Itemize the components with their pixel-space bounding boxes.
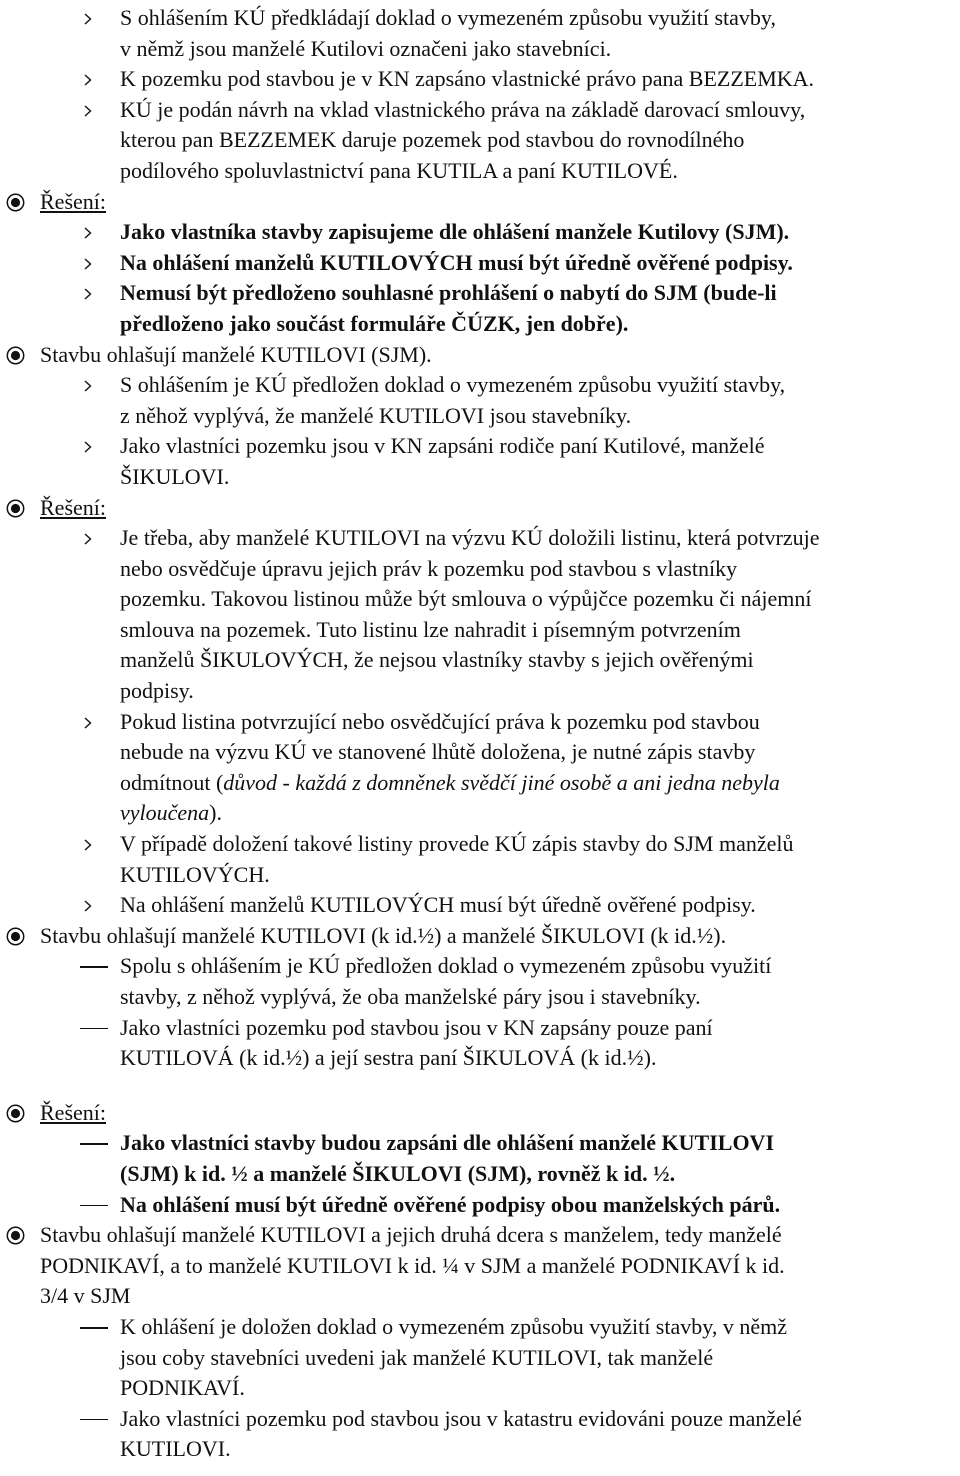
chevron-bullet-icon [84, 248, 94, 279]
chevron-bullet-icon [84, 707, 94, 738]
text-span: Jako vlastníci pozemku pod stavbou jsou v katastru evidováni pouze manželé [120, 1405, 802, 1431]
text-line [0, 768, 960, 799]
text-span: (SJM) k id. ½ a manželé ŠIKULOVI (SJM), rovněž k id. ½. [120, 1160, 676, 1186]
text-line [0, 584, 960, 615]
chevron-bullet-icon [84, 217, 94, 248]
text-span: nebude na výzvu KÚ ve stanovené lhůtě doložena, je nutné zápis stavby [120, 739, 756, 765]
document-body [0, 3, 960, 1465]
text-line [0, 34, 960, 65]
text-span: Stavbu ohlašují manželé KUTILOVI a jejich druhá dcera s manželem, tedy manželé [40, 1222, 782, 1248]
chevron-bullet-icon [84, 95, 94, 126]
chevron-bullet-icon [84, 278, 94, 309]
text-line [0, 1013, 960, 1044]
text-span: nebo osvědčuje úpravu jejich práv k pozemku pod stavbou s vlastníky [120, 555, 738, 581]
text-line [0, 493, 960, 524]
text-span: S ohlášením je KÚ předložen doklad o vymezeném způsobu využití stavby, [120, 372, 786, 398]
sub-item [0, 1128, 960, 1189]
section-heading: Řešení: [40, 494, 106, 520]
text-line [0, 860, 960, 891]
text-line [0, 829, 960, 860]
text-span: KÚ je podán návrh na vklad vlastnického práva na základě darovací smlouvy, [120, 96, 806, 122]
section-heading: Řešení: [40, 188, 106, 214]
chevron-bullet-icon [84, 829, 94, 860]
sub-item [0, 829, 960, 890]
sub-item [0, 431, 960, 492]
text-span: Jako vlastníci pozemku jsou v KN zapsáni rodiče paní Kutilové, manželé [120, 433, 765, 459]
text-span: jsou coby stavebníci uvedeni jak manželé KUTILOVI, tak manželé [120, 1344, 714, 1370]
text-span: předloženo jako součást formuláře ČÚZK, jen dobře). [120, 310, 629, 336]
text-line [0, 707, 960, 738]
sub-item [0, 1312, 960, 1404]
text-line [0, 645, 960, 676]
text-line [0, 982, 960, 1013]
sub-item [0, 707, 960, 829]
sub-item [0, 278, 960, 339]
text-span: smlouva na pozemek. Tuto listinu lze nahradit i písemným potvrzením [120, 616, 741, 642]
sub-item [0, 890, 960, 921]
text-span: Jako vlastníci stavby budou zapsáni dle ohlášení manželé KUTILOVI [120, 1130, 775, 1156]
text-span: PODNIKAVÍ, a to manželé KUTILOVI k id. ¼ v SJM a manželé PODNIKAVÍ k id. [40, 1252, 785, 1278]
dash-bullet-icon [80, 1190, 108, 1221]
text-span: podílového spoluvlastnictví pana KUTILA a paní KUTILOVÉ. [120, 157, 678, 183]
text-line [0, 156, 960, 187]
text-line [0, 462, 960, 493]
text-span: z něhož vyplývá, že manželé KUTILOVI jsou stavebníky. [120, 402, 632, 428]
text-span: podpisy. [120, 678, 194, 704]
text-span: Nemusí být předloženo souhlasné prohlášení o nabytí do SJM (bude-li [120, 280, 777, 306]
sub-item [0, 1190, 960, 1221]
text-line [0, 187, 960, 218]
text-span: S ohlášením KÚ předkládají doklad o vymezeném způsobu využití stavby, [120, 5, 776, 30]
text-line [0, 1343, 960, 1374]
text-span: kterou pan BEZZEMEK daruje pozemek pod stavbou do rovnodílného [120, 127, 745, 153]
radio-bullet-icon [6, 187, 26, 218]
text-line [0, 615, 960, 646]
text-span: odmítnout ( [120, 769, 224, 795]
sub-item [0, 370, 960, 431]
text-line [0, 890, 960, 921]
text-span: Na ohlášení musí být úředně ověřené podpisy obou manželských párů. [120, 1191, 781, 1217]
text-line [0, 309, 960, 340]
radio-bullet-icon [6, 921, 26, 952]
dash-bullet-icon [80, 1312, 108, 1343]
text-span: 3/4 v SJM [40, 1283, 131, 1309]
text-line [0, 370, 960, 401]
text-span: K ohlášení je doložen doklad o vymezeném způsobu využití stavby, v němž [120, 1313, 787, 1339]
chevron-bullet-icon [84, 523, 94, 554]
sub-item [0, 1013, 960, 1074]
text-line [0, 64, 960, 95]
chevron-bullet-icon [84, 3, 94, 34]
text-line [0, 278, 960, 309]
text-line [0, 340, 960, 371]
radio-bullet-icon [6, 493, 26, 524]
text-line [0, 1190, 960, 1221]
text-span: Na ohlášení manželů KUTILOVÝCH musí být úředně ověřené podpisy. [120, 892, 756, 918]
text-line [0, 554, 960, 585]
chevron-bullet-icon [84, 890, 94, 921]
text-line [0, 95, 960, 126]
text-line [0, 798, 960, 829]
text-line [0, 1434, 960, 1465]
text-span: Stavbu ohlašují manželé KUTILOVI (k id.½) a manželé ŠIKULOVI (k id.½). [40, 922, 727, 948]
text-line [0, 523, 960, 554]
text-line [0, 1159, 960, 1190]
text-line [0, 676, 960, 707]
text-span: PODNIKAVÍ. [120, 1375, 245, 1401]
text-line [0, 1312, 960, 1343]
top-level-item [0, 1220, 960, 1312]
section-heading: Řešení: [40, 1099, 106, 1125]
sub-item [0, 951, 960, 1012]
text-line [0, 1128, 960, 1159]
radio-bullet-icon [6, 1220, 26, 1251]
text-span: KUTILOVÁ (k id.½) a její sestra paní ŠIKULOVÁ (k id.½). [120, 1045, 657, 1071]
text-line [0, 1220, 960, 1251]
text-line [0, 401, 960, 432]
dash-bullet-icon [80, 1128, 108, 1159]
chevron-bullet-icon [84, 64, 94, 95]
text-span: Jako vlastníci pozemku pod stavbou jsou v KN zapsány pouze paní [120, 1014, 713, 1040]
sub-item [0, 523, 960, 707]
text-line [0, 431, 960, 462]
text-line [0, 1373, 960, 1404]
text-line [0, 1043, 960, 1074]
sub-item [0, 3, 960, 64]
text-span: Na ohlášení manželů KUTILOVÝCH musí být úředně ověřené podpisy. [120, 249, 793, 275]
text-span: KUTILOVÝCH. [120, 861, 270, 887]
text-span: ŠIKULOVI. [120, 463, 230, 489]
text-line [0, 217, 960, 248]
text-span: Stavbu ohlašují manželé KUTILOVI (SJM). [40, 341, 432, 367]
text-span: Je třeba, aby manželé KUTILOVI na výzvu KÚ doložili listinu, která potvrzuje [120, 525, 820, 551]
radio-bullet-icon [6, 1098, 26, 1129]
text-span: stavby, z něhož vyplývá, že oba manželské páry jsou i stavebníky. [120, 984, 701, 1009]
chevron-bullet-icon [84, 431, 94, 462]
radio-bullet-icon [6, 340, 26, 371]
top-level-item [0, 493, 960, 524]
top-level-item [0, 921, 960, 952]
top-level-item [0, 1098, 960, 1129]
chevron-bullet-icon [84, 370, 94, 401]
top-level-item [0, 187, 960, 218]
text-span: KUTILOVI. [120, 1436, 231, 1462]
text-span: ). [209, 800, 222, 826]
text-span: pozemku. Takovou listinou může být smlouva o výpůjčce pozemku či nájemní [120, 586, 812, 612]
text-span: důvod - každá z domněnek svědčí jiné osobě a ani jedna nebyla [223, 769, 780, 795]
dash-bullet-icon [80, 1404, 108, 1435]
text-span: Jako vlastníka stavby zapisujeme dle ohlášení manžele Kutilovy (SJM). [120, 219, 790, 245]
top-level-item [0, 340, 960, 371]
text-span: Pokud listina potvrzující nebo osvědčující práva k pozemku pod stavbou [120, 708, 760, 734]
text-line [0, 125, 960, 156]
text-span: K pozemku pod stavbou je v KN zapsáno vlastnické právo pana BEZZEMKA. [120, 66, 815, 92]
text-line [0, 1281, 960, 1312]
sub-item [0, 95, 960, 187]
text-line [0, 737, 960, 768]
text-span: Spolu s ohlášením je KÚ předložen doklad o vymezeném způsobu využití [120, 953, 772, 979]
sub-item [0, 1404, 960, 1465]
text-line [0, 1251, 960, 1282]
text-line [0, 1404, 960, 1435]
sub-item [0, 248, 960, 279]
text-line [0, 1098, 960, 1129]
dash-bullet-icon [80, 951, 108, 982]
sub-item [0, 217, 960, 248]
text-line [0, 951, 960, 982]
text-span: manželů ŠIKULOVÝCH, že nejsou vlastníky stavby s jejich ověřenými [120, 647, 754, 673]
text-line [0, 248, 960, 279]
dash-bullet-icon [80, 1013, 108, 1044]
spacer [0, 1074, 960, 1098]
sub-item [0, 64, 960, 95]
text-line [0, 3, 960, 34]
text-span: v němž jsou manželé Kutilovi označeni jako stavebníci. [120, 35, 612, 61]
text-span: vyloučena [120, 800, 210, 826]
text-line [0, 921, 960, 952]
text-span: V případě doložení takové listiny provede KÚ zápis stavby do SJM manželů [120, 831, 794, 857]
